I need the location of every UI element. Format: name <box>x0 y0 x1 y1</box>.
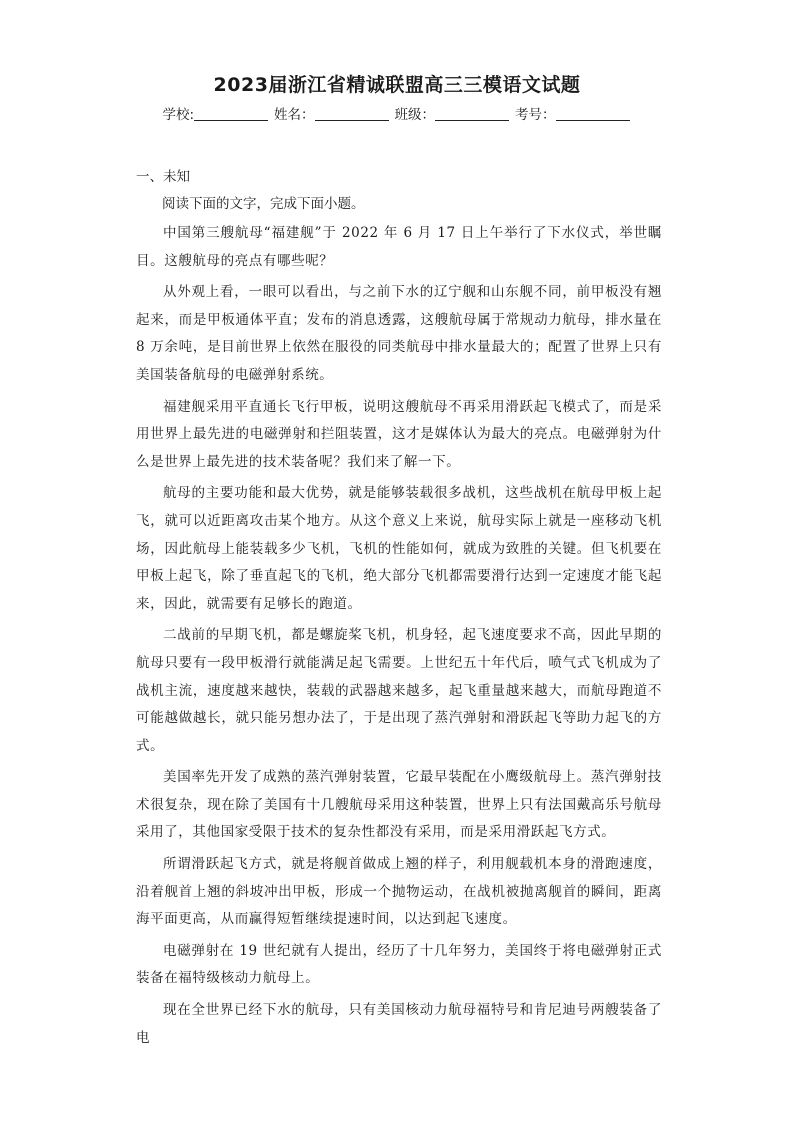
passage-paragraph: 所谓滑跃起飞方式，就是将舰首做成上翘的样子，利用舰载机本身的滑跑速度，沿着舰首上翘的斜坡冲出甲板，形成一个抛物运动，在战机被抛离舰首的瞬间，距离海平面更高，从而赢得短暂继续提速时间，以达到起飞速度。 <box>136 856 662 928</box>
name-blank[interactable] <box>315 106 389 121</box>
instruction-text: 阅读下面的文字，完成下面小题。 <box>162 196 365 212</box>
passage-paragraph: 二战前的早期飞机，都是螺旋桨飞机，机身轻，起飞速度要求不高，因此早期的航母只要有一段甲板滑行就能满足起飞需要。上世纪五十年代后，喷气式飞机成为了战机主流，速度越来越快，装载的武器越来越多，起飞重量越来越大，而航母跑道不可能越做越长，就只能另想办法了，于是出现了蒸汽弹射和滑跃起飞等助力起飞的方式。 <box>136 627 662 754</box>
exam-number-field <box>515 103 632 123</box>
document-title: 2023届浙江省精诚联盟高三三模语文试题 <box>213 74 581 96</box>
school-field <box>162 103 270 123</box>
passage-body <box>136 220 662 1056</box>
name-label: 姓名： <box>274 107 315 123</box>
passage-paragraph: 从外观上看，一眼可以看出，与之前下水的辽宁舰和山东舰不同，前甲板没有翘起来，而是甲板通体平直；发布的消息透露，这艘航母属于常规动力航母，排水量在 8 万余吨，是目前世界上依然在服役的同类航母中排水量最大的；配置了世界上只有美国装备航母的电磁弹射系统。 <box>136 284 662 383</box>
class-label: 班级： <box>394 107 436 123</box>
section-heading: 一、未知 <box>136 169 190 185</box>
school-label: 学校: <box>162 107 195 123</box>
name-field <box>274 103 391 123</box>
exam-number-label: 考号： <box>515 107 556 123</box>
passage-paragraph: 现在全世界已经下水的航母，只有美国核动力航母福特号和肯尼迪号两艘装备了电 <box>136 1002 662 1046</box>
passage-paragraph: 美国率先开发了成熟的蒸汽弹射装置，它最早装配在小鹰级航母上。蒸汽弹射技术很复杂，现在除了美国有十几艘航母采用这种装置，世界上只有法国戴高乐号航母采用了，其他国家受限于技术的复杂性都没有采用，而是采用滑跃起飞方式。 <box>136 769 662 841</box>
passage-paragraph: 电磁弹射在 19 世纪就有人提出，经历了十几年努力，美国终于将电磁弹射正式装备在福特级核动力航母上。 <box>136 942 662 987</box>
class-field <box>395 103 512 123</box>
passage-paragraph: 福建舰采用平直通长飞行甲板，说明这艘航母不再采用滑跃起飞模式了，而是采用世界上最先进的电磁弹射和拦阻装置，这才是媒体认为最大的亮点。电磁弹射为什么是世界上最先进的技术装备呢？我们来了解一下。 <box>136 398 662 470</box>
exam-number-blank[interactable] <box>556 106 630 121</box>
passage-paragraph: 中国第三艘航母“福建舰”于 2022 年 6 月 17 日上午举行了下水仪式，举世瞩目。这艘航母的亮点有哪些呢？ <box>136 225 662 269</box>
school-blank[interactable] <box>194 106 268 121</box>
class-blank[interactable] <box>435 106 509 121</box>
passage-paragraph: 航母的主要功能和最大优势，就是能够装载很多战机，这些战机在航母甲板上起飞，就可以近距离攻击某个地方。从这个意义上来说，航母实际上就是一座移动飞机场，因此航母上能装载多少飞机，飞机的性能如何，就成为致胜的关键。但飞机要在甲板上起飞，除了垂直起飞的飞机，绝大部分飞机都需要滑行达到一定速度才能飞起来，因此，就需要有足够长的跑道。 <box>136 485 662 612</box>
student-info-line <box>0 103 794 123</box>
